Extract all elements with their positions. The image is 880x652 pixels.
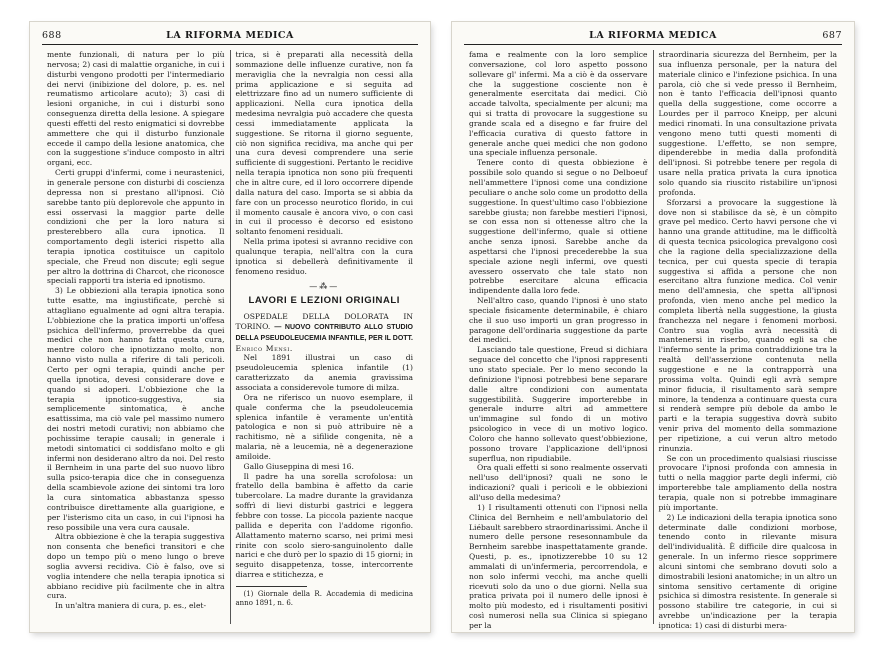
paragraph: Certi gruppi d'infermi, come i neurastenici, in generale persone con disturbi di coscienza depressa non si prestano all'ipnosi. Ciò sarebbe tanto più deplorevole che appunto in essi osservasi la maggior parte delle condizioni che per la loro natura si presterebbero alla cura ipnotica. Il comportamento degli isterici rispetto alla terapia ipnotica costituisce un capitolo speciale, che Freud non discute; egli segue per altro la dottrina di Charcot, che riconosce speciali rapporti tra isteria ed ipnotismo. — [47, 168, 225, 286]
paragraph: Se con un procedimento qualsiasi riuscisse provocare l'ipnosi profonda con amnesia in tutti o nella maggior parte degli infermi, ciò importerebbe tale ampliamento della nostra terapia, quale non si potrebbe immaginare più importante. — [658, 453, 837, 512]
paragraph: Lasciando tale questione, Freud si dichiara seguace del concetto che l'ipnosi rappresenti uno stato speciale. Per lo meno secondo la definizione l'ipnosi potrebbesi bene separare dalle altre condizioni con aumentata suggestibilità. Suggerire importerebbe in generale indurre altri ad ammettere un'immagine sul fondo di un motivo psicologico in vece di un motivo logico. Coloro che hanno sollevato quest'obbiezione, possono trovare l'applicazione dell'ipnosi superflua, non ripudiabile. — [469, 345, 648, 463]
right-columns — [464, 50, 842, 630]
paragraph: straordinaria sicurezza del Bernheim, per la sua influenza personale, per la natura del materiale clinico e l'infezione psichica. In una parola, ciò che si vede presso il Bernheim, non è tanto l'efficacia dell'ipnosi quanto quella della suggestione, come occorre a Lourdes per il parroco Kneipp, per alcuni medici rinomati. In una consultazione privata vengono meno tutti questi momenti di suggestione. L'effetto, se non sempre, dipenderebbe in media dalla profondità dell'ipnosi. Si potrebbe tenere per regola di usare nella pratica privata la cura ipnotica solo quando sia riuscito ristabilire un'ipnosi profonda. — [658, 50, 837, 197]
left-col-2 — [230, 50, 419, 624]
footnote-rule — [236, 586, 307, 587]
right-col-1 — [464, 50, 653, 630]
section-heading: LAVORI E LEZIONI ORIGINALI — [248, 295, 401, 307]
left-col-1 — [42, 50, 230, 624]
article-institution: OSPEDALE DELLA DOLORATA IN TORINO. — [235, 312, 413, 331]
paragraph: Ora quali effetti si sono realmente osservati nell'uso dell'ipnosi? quali ne sono le indicazioni? quali i pericoli e le obbiezioni all'uso della medesima? — [469, 463, 648, 502]
paragraph: Nella prima ipotesi si avranno recidive con qualunque terapia, nell'altra con la cura ipnotica si debellerà definitivamente il fenomeno residuo. — [235, 237, 413, 276]
right-col-2 — [653, 50, 843, 630]
paragraph: 3) Le obbiezioni alla terapia ipnotica sono tutte esatte, ma ingiustificate, perchè si attagliano egualmente ad ogni altra terapia. L'obbiezione che la pratica importi un'offesa psichica dell'infermo, proverrebbe da quei medici che non hanno fatta questa cura, mentre coloro che ipnotizzano molto, non hanno visto nulla a riferire di tali pericoli. Certo per ogni terapia, quindi anche per quella ipnotica, devesi considerare dove e quando si adoperi. L'obbiezione che la terapia ipnotico-suggestiva, sia semplicemente sintomatica, è anche esattissima, ma ciò vale pel massimo numero dei nostri metodi curativi; non abbiamo che pochissime terapie causali; in generale i metodi sintomatici ci soddisfano molto e gli infermi non desiderano altro da noi. Del resto il Bernheim in una parte del suo nuovo libro sulla psico-terapia dice che in conseguenza della scambievole azione dei sintomi tra loro la cura sintomatica abbastanza spesso contribuisce direttamente alla guarigione, e per l'isterismo cita un caso, in cui l'ipnosi ha reso possibile una vera cura causale. — [47, 286, 225, 532]
left-columns — [42, 50, 418, 624]
right-page-header — [464, 30, 842, 45]
paragraph: In un'altra maniera di cura, p. es., elet- — [55, 601, 207, 611]
paragraph: 2) Le indicazioni della terapia ipnotica sono determinate dalle condizioni morbose, tenendo conto in rilevante misura dell'individualità. È difficile dire qualcosa in generale. In un infermo riesce sopprimere alcuni sintomi che sembrano dovuti solo a dimostrabili lesioni anatomiche; in un altro un sintoma sensitivo certamente di origine psichica si dimostra resistente. In generale si possono stabilire tre categorie, in cui si avrebbe un'indicazione per la terapia ipnotica: 1) casi di disturbi mera- — [658, 512, 837, 630]
paragraph: Il padre ha una sorella scrofolosa: un fratello della bambina è affetto da carie tubercolare. La madre durante la gravidanza soffrì di lievi disturbi gastrici e leggera febbre con tosse. La piccola paziente nacque pallida e deperita con l'addome rigonfio. Allattamento materno scarso, nei primi mesi rinite con scolo siero-sanguinolento dalle narici e che durò per lo spazio di 15 giorni; in seguito disappetenza, tosse, intercorrente diarrea e stitichezza, e — [235, 471, 413, 580]
right-running-title: LA RIFORMA MEDICA — [589, 30, 717, 41]
right-page — [452, 22, 854, 632]
paragraph: Nell'altro caso, quando l'ipnosi è uno stato speciale fisicamente determinabile, è chiaro che il suo uso importi un gran progresso in paragone dell'ordinaria suggestione da parte dei medici. — [469, 296, 648, 345]
left-page-number: 688 — [42, 30, 62, 41]
paragraph: Nel 1891 illustrai un caso di pseudoleucemia splenica infantile (1) caratterizzato da anemia gravissima associata a considerevole tumore di milza. — [235, 353, 413, 392]
article-author: Enrico Mensi. — [235, 343, 293, 353]
footnote: (1) Giornale della R. Accademia di medicina anno 1891, n. 6. — [235, 589, 413, 607]
section-ornament: —⁂— — [309, 282, 340, 292]
paragraph: Ora ne riferisco un nuovo esemplare, il quale conferma che la pseudoleucemia splenica infantile è veramente un'entità patologica e non si può attribuire nè a rachitismo, nè a sifilide congenita, nè a malaria, nè a leucemia, nè a degenerazione amiloide. — [235, 392, 413, 461]
right-page-number: 687 — [822, 30, 842, 41]
paragraph: mente funzionali, di natura per lo più nervosa; 2) casi di malattie organiche, in cui i disturbi vengono prodotti per l'intermediario dei nervi (inibizione del dolore, p. es. nel reumatismo articolare acuto); 3) casi di lesioni organiche, in cui i disturbi sono conseguenza diretta della lesione. A spiegare questi effetti del resto enigmatici si dovrebbe ammettere che qui il disturbo funzionale eccede il campo della lesione anatomica, che con la suggestione s'induce composto in altri organi, ecc. — [47, 50, 225, 168]
paragraph: Altra obbiezione è che la terapia suggestiva non consenta che benefici transitori e che dopo un tempo più o meno lungo o breve soglia avversi recidiva. Ciò è falso, ove si voglia intendere che nella terapia ipnotica si abbiano recidive più facilmente che in altra cura. — [47, 532, 225, 601]
article-title — [236, 312, 414, 353]
paragraph: fama e realmente con la loro semplice conversazione, col loro aspetto possono sollevare gl' infermi. Ma a ciò è da osservare che la suggestione cosciente non è generalmente esercitata dai medici. Ciò accade talvolta, specialmente per alcuni; ma qui si tratta di provocare la suggestione su grande scala ed a disegno e far fruire del l'efficacia curativa di questo fattore in generale anche quei medici che non godono una speciale influenza personale. — [469, 50, 648, 158]
paragraph: 1) I risultamenti ottenuti con l'ipnosi nella Clinica del Bernheim e nell'ambulatorio del Liébault sarebbero straordinarissimi. Anche il numero delle persone resesonnambule da Bernheim sarebbe inaspettatamente grande. Questi, p. es., ipnotizzerebbe 10 su 12 ammalati di un'infermeria, percorrendola, e non solo infermi vecchi, ma anche quelli ricevuti solo da uno o due giorni. Nella sua pratica privata poi il numero delle ipnosi è molto più modesto, ed i risultamenti positivi così numerosi nella sua Clinica si spiegano per la — [469, 502, 648, 630]
paragraph: Tenere conto di questa obbiezione è possibile solo quando si segue o no Delboeuf nell'ammettere l'ipnosi come una condizione peculiare o anche solo come un prodotto della suggestione. In quest'ultimo caso l'obbiezione sarebbe giusta; non farebbe mestieri l'ipnosi, se con essa non si ottenesse altro che la suggestione dell'infermo, quale si ottiene anche senza ipnosi. Sarebbe anche da aspettarsi che l'ipnosi precederebbe la sua speciale azione negli infermi, ove questi avessero osservato che tale stato non potrebbe esercitare alcuna efficacia indipendente dalla loro fede. — [469, 158, 648, 296]
paragraph: trica, si è preparati alla necessità della sommazione delle influenze curative, non fa meraviglia che la nevralgia non cessi alla prima applicazione e si seguita ad elettrizzare fino ad un numero sufficiente di applicazioni. Nella cura ipnotica della medesima nevralgia può accadere che questa cessi immediatamente applicata la suggestione. Se ritorna il giorno seguente, ciò non significa recidiva, ma anche qui per una cura devesi comprendere una serie sufficiente di suggestioni. Pertanto le recidive nella terapia ipnotica non sono più frequenti che in altre cure, ed il loro occorrere dipende dalla natura del caso. Importa se si abbia da fare con un processo neurotico florido, in cui il momento causale è ancora vivo, o con casi in cui il processo è decorso ed esistono soltanto fenomeni residuali. — [235, 50, 413, 237]
left-page — [30, 22, 430, 632]
left-page-header — [42, 30, 418, 45]
paragraph: Gallo Giuseppina di mesi 16. — [243, 461, 354, 471]
paragraph: Sforzarsi a provocare la suggestione là dove non si stabilisce da sè, è un còmpito grave pel medico. Certo havvi persone che vi hanno una grande attitudine, ma le difficoltà di questa tecnica psicologica prevalgono così che la ragione della specializzazione della tecnica, per cui questa specie di terapia suggestiva si affida a persone che non esercitano altra funzione medica. Col venir meno dell'amnesia, che spetta all'ipnosi profonda, vien meno anche pel medico la completa libertà nella suggestione, la giusta franchezza nel negare i fenomeni morbosi. Contro sua voglia avrà necessità di mantenersi in riserbo, quando egli sa che l'infermo sente la prima contraddizione tra la realtà dell'asserzione contenuta nella suggestione e ne la contrapporrà una prossima volta. Quindi egli avrà sempre minor fiducia, il risultamento sarà sempre minore, la tendenza a continuare questa cura si renderà sempre più debole da ambo le parti e la terapia suggestiva dovrà subito venir priva del momento della sommazione per ripetizione, a cui verun altro metodo rinunzia. — [658, 197, 837, 453]
article-subtitle: — NUOVO CONTRIBUTO ALLO STUDIO DELLA PSEUDOLEUCEMIA INFANTILE, PER IL DOTT. — [235, 323, 413, 342]
left-running-title: LA RIFORMA MEDICA — [166, 30, 294, 41]
